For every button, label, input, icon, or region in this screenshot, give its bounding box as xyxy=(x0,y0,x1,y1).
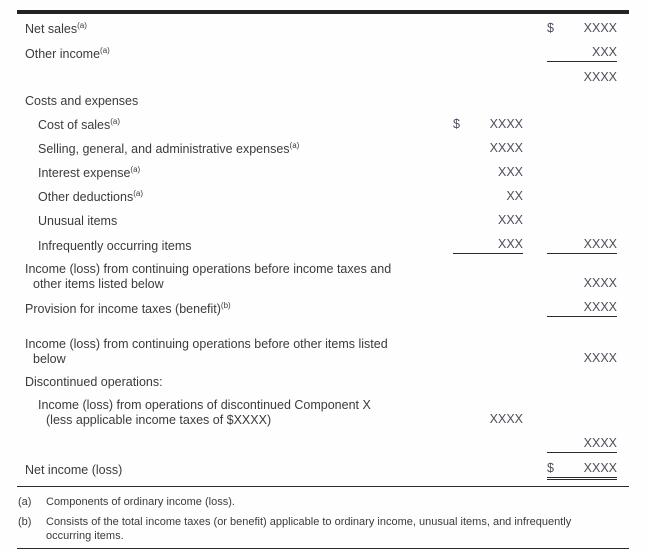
table-row xyxy=(17,70,629,86)
amount-value: XXX xyxy=(497,237,523,251)
table-row xyxy=(17,189,629,205)
row-label xyxy=(17,239,429,254)
footnote-ref: (a) xyxy=(100,45,110,55)
row-label xyxy=(17,262,429,292)
footnote-ref: (a) xyxy=(130,164,141,174)
table-row xyxy=(17,141,629,157)
dollar-sign: $ xyxy=(547,461,554,475)
row-label-text: Other deductions xyxy=(38,190,134,204)
footnote-text: Components of ordinary income (loss). xyxy=(46,496,235,508)
table-row xyxy=(17,375,629,390)
table-row xyxy=(17,337,629,367)
amount-col1 xyxy=(453,412,523,428)
row-label-text: Income (loss) from continuing operations before other items listed xyxy=(25,337,388,351)
footnote-text: Consists of the total income taxes (or benefit) applicable to ordinary income, unusual items, and infrequently occurring items. xyxy=(46,516,572,542)
amount-value: XXXX xyxy=(583,436,617,450)
amount-col2 xyxy=(547,436,617,453)
row-label xyxy=(17,142,429,157)
amount-col2 xyxy=(547,427,617,428)
amount-value: XXX xyxy=(591,45,617,59)
dollar-sign: $ xyxy=(547,21,554,35)
top-rule-divider xyxy=(17,10,629,14)
row-label-text: Discontinued operations: xyxy=(25,375,163,389)
amount-col2 xyxy=(547,300,617,317)
row-label-line2: other items listed below xyxy=(33,277,164,291)
amount-value: XXXX xyxy=(583,21,617,35)
footnote-marker: (a) xyxy=(18,496,32,508)
amount-col2 xyxy=(547,21,617,37)
amount-col1 xyxy=(453,316,523,317)
amount-value: XXXX xyxy=(583,300,617,314)
dollar-sign: $ xyxy=(453,117,460,131)
row-label-text: Selling, general, and administrative expenses xyxy=(38,142,290,156)
row-label xyxy=(17,118,429,133)
table-row xyxy=(17,237,629,254)
row-label-text: Net income (loss) xyxy=(25,463,123,477)
amount-value: XXXX xyxy=(489,141,523,155)
amount-col2 xyxy=(547,180,617,181)
footnote xyxy=(17,495,629,509)
amount-value: XXXX xyxy=(583,461,617,475)
amount-col2 xyxy=(547,156,617,157)
footnote-marker: (b) xyxy=(18,516,32,528)
amount-value: XXXX xyxy=(583,351,617,365)
amount-col2 xyxy=(547,276,617,292)
amount-col2 xyxy=(547,45,617,62)
table-row xyxy=(17,45,629,62)
amount-value: XXXX xyxy=(583,237,617,251)
amount-col1 xyxy=(453,452,523,453)
footnote-ref: (a) xyxy=(133,188,143,198)
amount-value: XX xyxy=(506,189,523,203)
amount-value: XXXX xyxy=(583,70,617,84)
table-row xyxy=(17,262,629,292)
row-label xyxy=(17,166,429,181)
amount-col1 xyxy=(453,61,523,62)
row-label xyxy=(17,190,429,205)
row-label-text: Unusual items xyxy=(38,214,118,228)
row-label-text: Net sales xyxy=(25,22,78,36)
amount-value: XXX xyxy=(497,165,523,179)
row-label xyxy=(17,337,429,367)
footnote xyxy=(17,515,629,543)
amount-col2 xyxy=(547,70,617,86)
amount-col2 xyxy=(547,132,617,133)
row-label-text: Income (loss) from continuing operations before income taxes and xyxy=(25,262,392,276)
amount-col1 xyxy=(453,165,523,181)
row-label xyxy=(17,375,429,390)
amount-col1 xyxy=(453,213,523,229)
row-label-text: Infrequently occurring items xyxy=(38,239,192,253)
amount-col2 xyxy=(547,351,617,367)
row-label-text: Income (loss) from operations of discontinued Component X xyxy=(38,398,371,412)
table-row xyxy=(17,94,629,109)
footnote-ref: (a) xyxy=(110,116,121,126)
table-row xyxy=(17,21,629,37)
row-label xyxy=(17,94,429,109)
amount-col2 xyxy=(547,108,617,109)
table-row xyxy=(17,436,629,453)
amount-value: XXXX xyxy=(583,276,617,290)
footnotes-section xyxy=(17,486,629,549)
table-row xyxy=(17,398,629,428)
amount-value: XXXX xyxy=(489,412,523,426)
amount-col2 xyxy=(547,204,617,205)
amount-col1 xyxy=(453,108,523,109)
row-label-text: Other income xyxy=(25,47,101,61)
amount-value: XXX xyxy=(497,213,523,227)
footnote-ref: (b) xyxy=(220,300,231,310)
row-label-text: Provision for income taxes (benefit) xyxy=(25,302,221,316)
row-label-text: Interest expense xyxy=(38,166,131,180)
row-label xyxy=(17,47,429,62)
row-label xyxy=(17,398,429,428)
amount-col1 xyxy=(453,36,523,37)
income-statement-table xyxy=(17,10,629,549)
amount-col1 xyxy=(453,237,523,254)
amount-col2 xyxy=(547,228,617,229)
table-row xyxy=(17,165,629,181)
amount-col1 xyxy=(453,389,523,390)
table-row xyxy=(17,117,629,133)
row-label xyxy=(17,302,429,317)
amount-col1 xyxy=(453,477,523,478)
row-label xyxy=(17,22,429,37)
row-label xyxy=(17,463,429,478)
amount-col1 xyxy=(453,366,523,367)
amount-col1 xyxy=(453,141,523,157)
amount-col2 xyxy=(547,389,617,390)
amount-col1 xyxy=(453,291,523,292)
amount-col2 xyxy=(547,461,617,478)
amount-col2 xyxy=(547,237,617,254)
row-label-text: Costs and expenses xyxy=(25,94,139,108)
row-label xyxy=(17,214,429,229)
footnote-ref: (a) xyxy=(77,20,87,30)
table-row xyxy=(17,300,629,317)
footnote-ref: (a) xyxy=(289,140,300,150)
amount-value: XXXX xyxy=(489,117,523,131)
amount-col1 xyxy=(453,189,523,205)
row-label-text: Cost of sales xyxy=(38,118,111,132)
row-label-line2: (less applicable income taxes of $XXXX) xyxy=(46,413,272,427)
table-row xyxy=(17,213,629,229)
amount-col1 xyxy=(453,85,523,86)
table-row xyxy=(17,461,629,478)
row-label-line2: below xyxy=(33,352,66,366)
amount-col1 xyxy=(453,117,523,133)
